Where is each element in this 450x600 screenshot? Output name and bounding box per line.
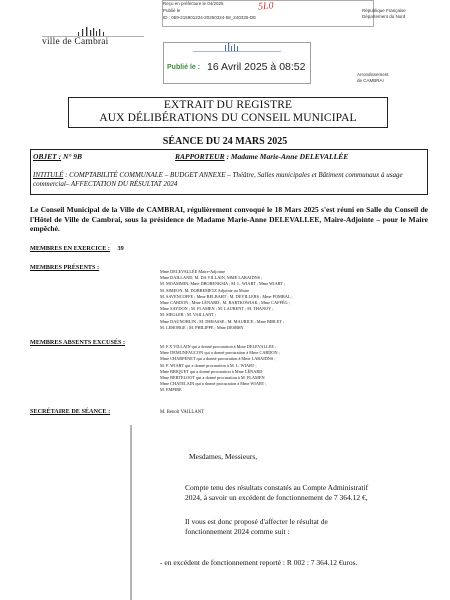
republic-block	[362, 8, 442, 20]
object-value: N° 9B	[61, 152, 83, 161]
paragraph-compte-text: Compte tenu des résultats constatés au Compte Administratif 2024, à savoir un excédent de fonctionnement de 7 364.12 €,	[185, 483, 369, 502]
absent-members-heading: MEMBRES ABSENTS EXCUSÉS :	[30, 339, 126, 346]
present-members-label	[30, 264, 99, 271]
document-title-line1: EXTRAIT DU REGISTRE	[163, 99, 293, 111]
handwritten-note: 5L0	[257, 0, 274, 13]
document-title-box	[68, 97, 388, 128]
members-count-row	[30, 245, 124, 252]
intro-paragraph: Le Conseil Municipal de la Ville de CAMBRAI, régulièrement convoqué le 18 Mars 2025 s'est réuni en Salle du Conseil de l'Hôtel de Ville de Cambrai, sous la présidence de Madame Marie-Anne DELEVALLEE, Maire-Adjointe – pour le Maire empêché.	[30, 205, 428, 233]
list-item: M. F. WIART qui a donné procuration à M. L. WIART ;	[160, 362, 257, 368]
department-line: Département du Nord	[362, 14, 406, 19]
margin-rule	[130, 425, 132, 600]
list-item: M. SIEGLER ; M. VAILLANT ;	[160, 312, 217, 318]
list-item: Mme DAILLAND, M. DA VILLAIN, MME LARAIDNS ;	[160, 275, 263, 281]
arrondissement-city: de CAMBRAI	[357, 78, 384, 83]
list-item: M. LEBORGE ; M. PHILIPPE ; Mme DESBRY	[160, 324, 244, 330]
receipt-line-id: ID : 059-215901224-20250324-58_240325-DE	[163, 15, 257, 20]
secretary-label	[30, 408, 110, 415]
bullet-excedent: - en excédent de fonctionnement reporté : R 002 : 7 364.12 €uros.	[160, 558, 358, 567]
intitule-field	[33, 171, 418, 188]
list-item: Mme SAYDON ; M. FLAMEN ; M. LAURENT ; M. THANOY ;	[160, 306, 274, 312]
intitule-text: : COMPTABILITÉ COMMUNALE – BUDGET ANNEXE – Théâtre, Salles municipales et Bâtiment communaux à usage commercial– AFFECTATION DU RÉSULTAT 2024	[33, 171, 403, 188]
rapporteur-field	[175, 152, 348, 161]
session-date: SÉANCE DU 24 MARS 2025	[162, 136, 288, 147]
object-field	[33, 152, 82, 161]
intitule-label: INTITULÉ	[33, 171, 64, 179]
secretary-name: M. Benoît VAILLANT	[160, 410, 205, 415]
absent-members-label	[30, 339, 125, 346]
list-item: Mme BERTELOOT qui a donné procuration à M. FLAMEN	[160, 375, 265, 381]
arrondissement-line: Arrondissement	[357, 72, 389, 77]
list-item: M. EMPIRE	[160, 387, 182, 393]
present-members-heading: MEMBRES PRÉSENTS :	[30, 264, 100, 271]
document-title-line2: AUX DÉLIBÉRATIONS DU CONSEIL MUNICIPAL	[99, 112, 357, 124]
paragraph-affectation: Il vous est donc proposé d'affecter le résultat de fonctionnement 2024 comme suit :	[185, 517, 328, 536]
city-logo-text: ville de Cambrai	[42, 37, 109, 47]
paragraph-compte	[185, 483, 375, 502]
receipt-line-received: Reçu en préfecture le 04/2025	[163, 1, 224, 6]
list-item: Mme CHATELAIN qui a donné procuration à Mme WIART ;	[160, 381, 267, 387]
list-item: M. SAVENCOFFE ; Mme BELBAHT ; M. DEVILLERS ; Mme POMBAL ;	[160, 293, 293, 299]
list-item: M. MOAMMIN, Mme DROBENKSIA ; M. L. WIART ; Mme WIART ;	[160, 281, 286, 287]
secretary-heading: SECRÉTAIRE DE SÉANCE :	[30, 408, 111, 415]
list-item: Mme CARDON ; Mme LÉNARD ; M. BARTKOWIAK ; Mme CAFFÉG ;	[160, 300, 290, 306]
rapporteur-value: : Madame Marie-Anne DELEVALLÉE	[224, 152, 349, 161]
members-count-label: MEMBRES EN EXERCICE :	[30, 245, 110, 252]
list-item: Mme DELEVALLÉE Maire-Adjointe	[160, 269, 226, 274]
list-item: M. F.X VILLAIN qui a donné procuration à Mme DELEVALLEE ;	[160, 344, 277, 349]
publication-date: 16 Avril 2025 à 08:52	[207, 61, 306, 73]
publication-label: Publié le :	[167, 64, 201, 71]
republic-line: République Française	[362, 8, 406, 13]
members-count-value: 39	[117, 245, 124, 252]
absent-members-list	[160, 344, 280, 394]
receipt-line-published: Publié le	[163, 8, 181, 13]
arrondissement-block	[357, 72, 437, 84]
salutation: Mesdames, Messieurs,	[189, 452, 258, 461]
list-item: Mme CHARPENET qui a donné procuration à Mme LARAIDNS ;	[160, 356, 276, 362]
list-item: M. SIMEON, M. DOBREMETZ Adjointe au Maire	[160, 287, 250, 293]
object-label: OBJET :	[33, 152, 62, 161]
present-members-list	[160, 269, 293, 331]
list-item: Mme DEMUNFAUCON qui a donné procuration à Mme CARDON ;	[160, 350, 280, 356]
rapporteur-label: RAPPORTEUR	[175, 152, 225, 161]
list-item: Mme BRIQUET qui a donné procuration à Mme LÉNARD	[160, 368, 263, 374]
list-item: Mme DAUNOHLIN ; M. DERASSE ; M. MAURICE ; Mme BIBLET ;	[160, 318, 285, 324]
